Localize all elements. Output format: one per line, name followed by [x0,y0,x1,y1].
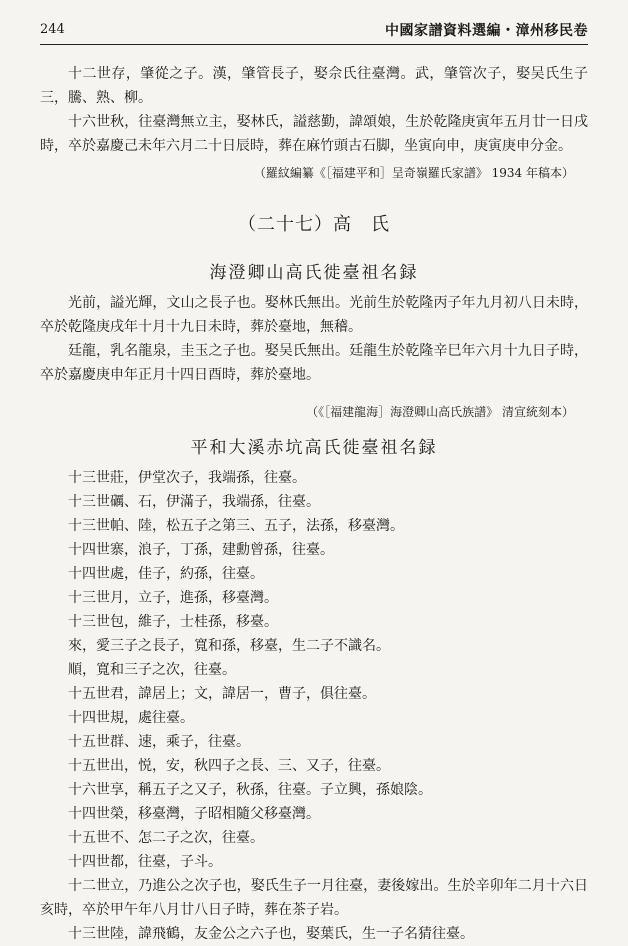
page-header [40,20,588,45]
page-number: 244 [40,22,65,37]
list-item: 順，寬和三子之次，往臺。 [68,662,236,678]
source-citation: （羅紋編纂《［福建平和］呈奇嶺羅氏家譜》 1934 年稿本） [253,166,574,180]
paragraph: 十二世存，肇從之子。漢，肇管長子，娶佘氏往臺灣。武，肇管次子，娶吴氏生子三，騰、熟、柳。 [40,66,588,106]
list-item: 十五世君，諱居上；文，諱居一，曹子，俱往臺。 [68,686,376,702]
running-title: 中國家譜資料選編・漳州移民卷 [385,23,588,39]
list-item: 十四世榮，移臺灣，子昭相隨父移臺灣。 [68,806,320,822]
list-item: 十六世享，稱五子之又子，秋孫，往臺。子立興，孫娘陰。 [68,782,432,798]
list-item: 十四世都，往臺，子斗。 [68,854,222,870]
list-item: 十五世群、速，乘子，往臺。 [68,734,250,750]
document-title: 海澄卿山高氏徙臺祖名録 [209,263,419,283]
list-item: 十三世包，維子，士桂孫，移臺。 [68,614,278,630]
list-item: 十三世月，立子，進孫，移臺灣。 [68,590,278,606]
list-item: 十三世礪、石，伊滿子，我端孫，往臺。 [68,494,320,510]
paragraph: 十三世陸，諱飛鶴，友金公之六子也，娶葉氏，生一子名猜往臺。 [68,926,474,942]
list-item: 十三世莊，伊堂次子，我端孫，往臺。 [68,470,306,486]
list-item: 十四世處，佳子，約孫，往臺。 [68,566,264,582]
list-item: 十三世帕、陸，松五子之第三、五子，法孫，移臺灣。 [68,518,404,534]
list-item: 來，愛三子之長子，寬和孫，移臺，生二子不識名。 [68,638,390,654]
section-luo-family-end [40,62,588,184]
section-pinghe-gao [40,433,588,946]
list-item: 十五世不、怎二子之次，往臺。 [68,830,264,846]
paragraph: 十六世秋，往臺灣無立主，娶林氏，謚慈勤，諱頌娘，生於乾隆庚寅年五月廿一日戌時，卒於嘉慶己未年六月二十日辰時，葬在麻竹頭古石脚，坐寅向申，庚寅庚申分金。 [40,114,588,154]
document-title: 平和大溪赤坑高氏徙臺祖名録 [190,438,438,458]
paragraph: 光前，謚光輝，文山之長子也。娶林氏無出。光前生於乾隆丙子年九月初八日未時，卒於乾隆庚戌年十月十九日未時，葬於臺地，無稽。 [40,295,588,335]
list-item: 十四世寨，浪子，丁孫，建勳曾孫，往臺。 [68,542,334,558]
section-haicheng-gao [40,258,588,423]
paragraph: 十二世立，乃進公之次子也，娶氏生子一月往臺，妻後嫁出。生於辛卯年二月十六日亥時，卒於甲午年八月廿八日子時，葬在茶子岩。 [40,878,588,918]
list-item: 十四世規，處往臺。 [68,710,194,726]
list-item: 十五世出，悦，安，秋四子之長、三、又子，往臺。 [68,758,390,774]
paragraph: 廷龍，乳名龍泉，圭玉之子也。娶吴氏無出。廷龍生於乾隆辛巳年六月十九日子時，卒於嘉慶庚申年正月十四日酉時，葬於臺地。 [40,343,588,383]
page-content [40,62,588,946]
clan-heading: （二十七）高 氏 [238,214,390,235]
source-citation: （《［福建龍海］海澄卿山高氏族譜》 清宣統刻本） [306,405,574,419]
